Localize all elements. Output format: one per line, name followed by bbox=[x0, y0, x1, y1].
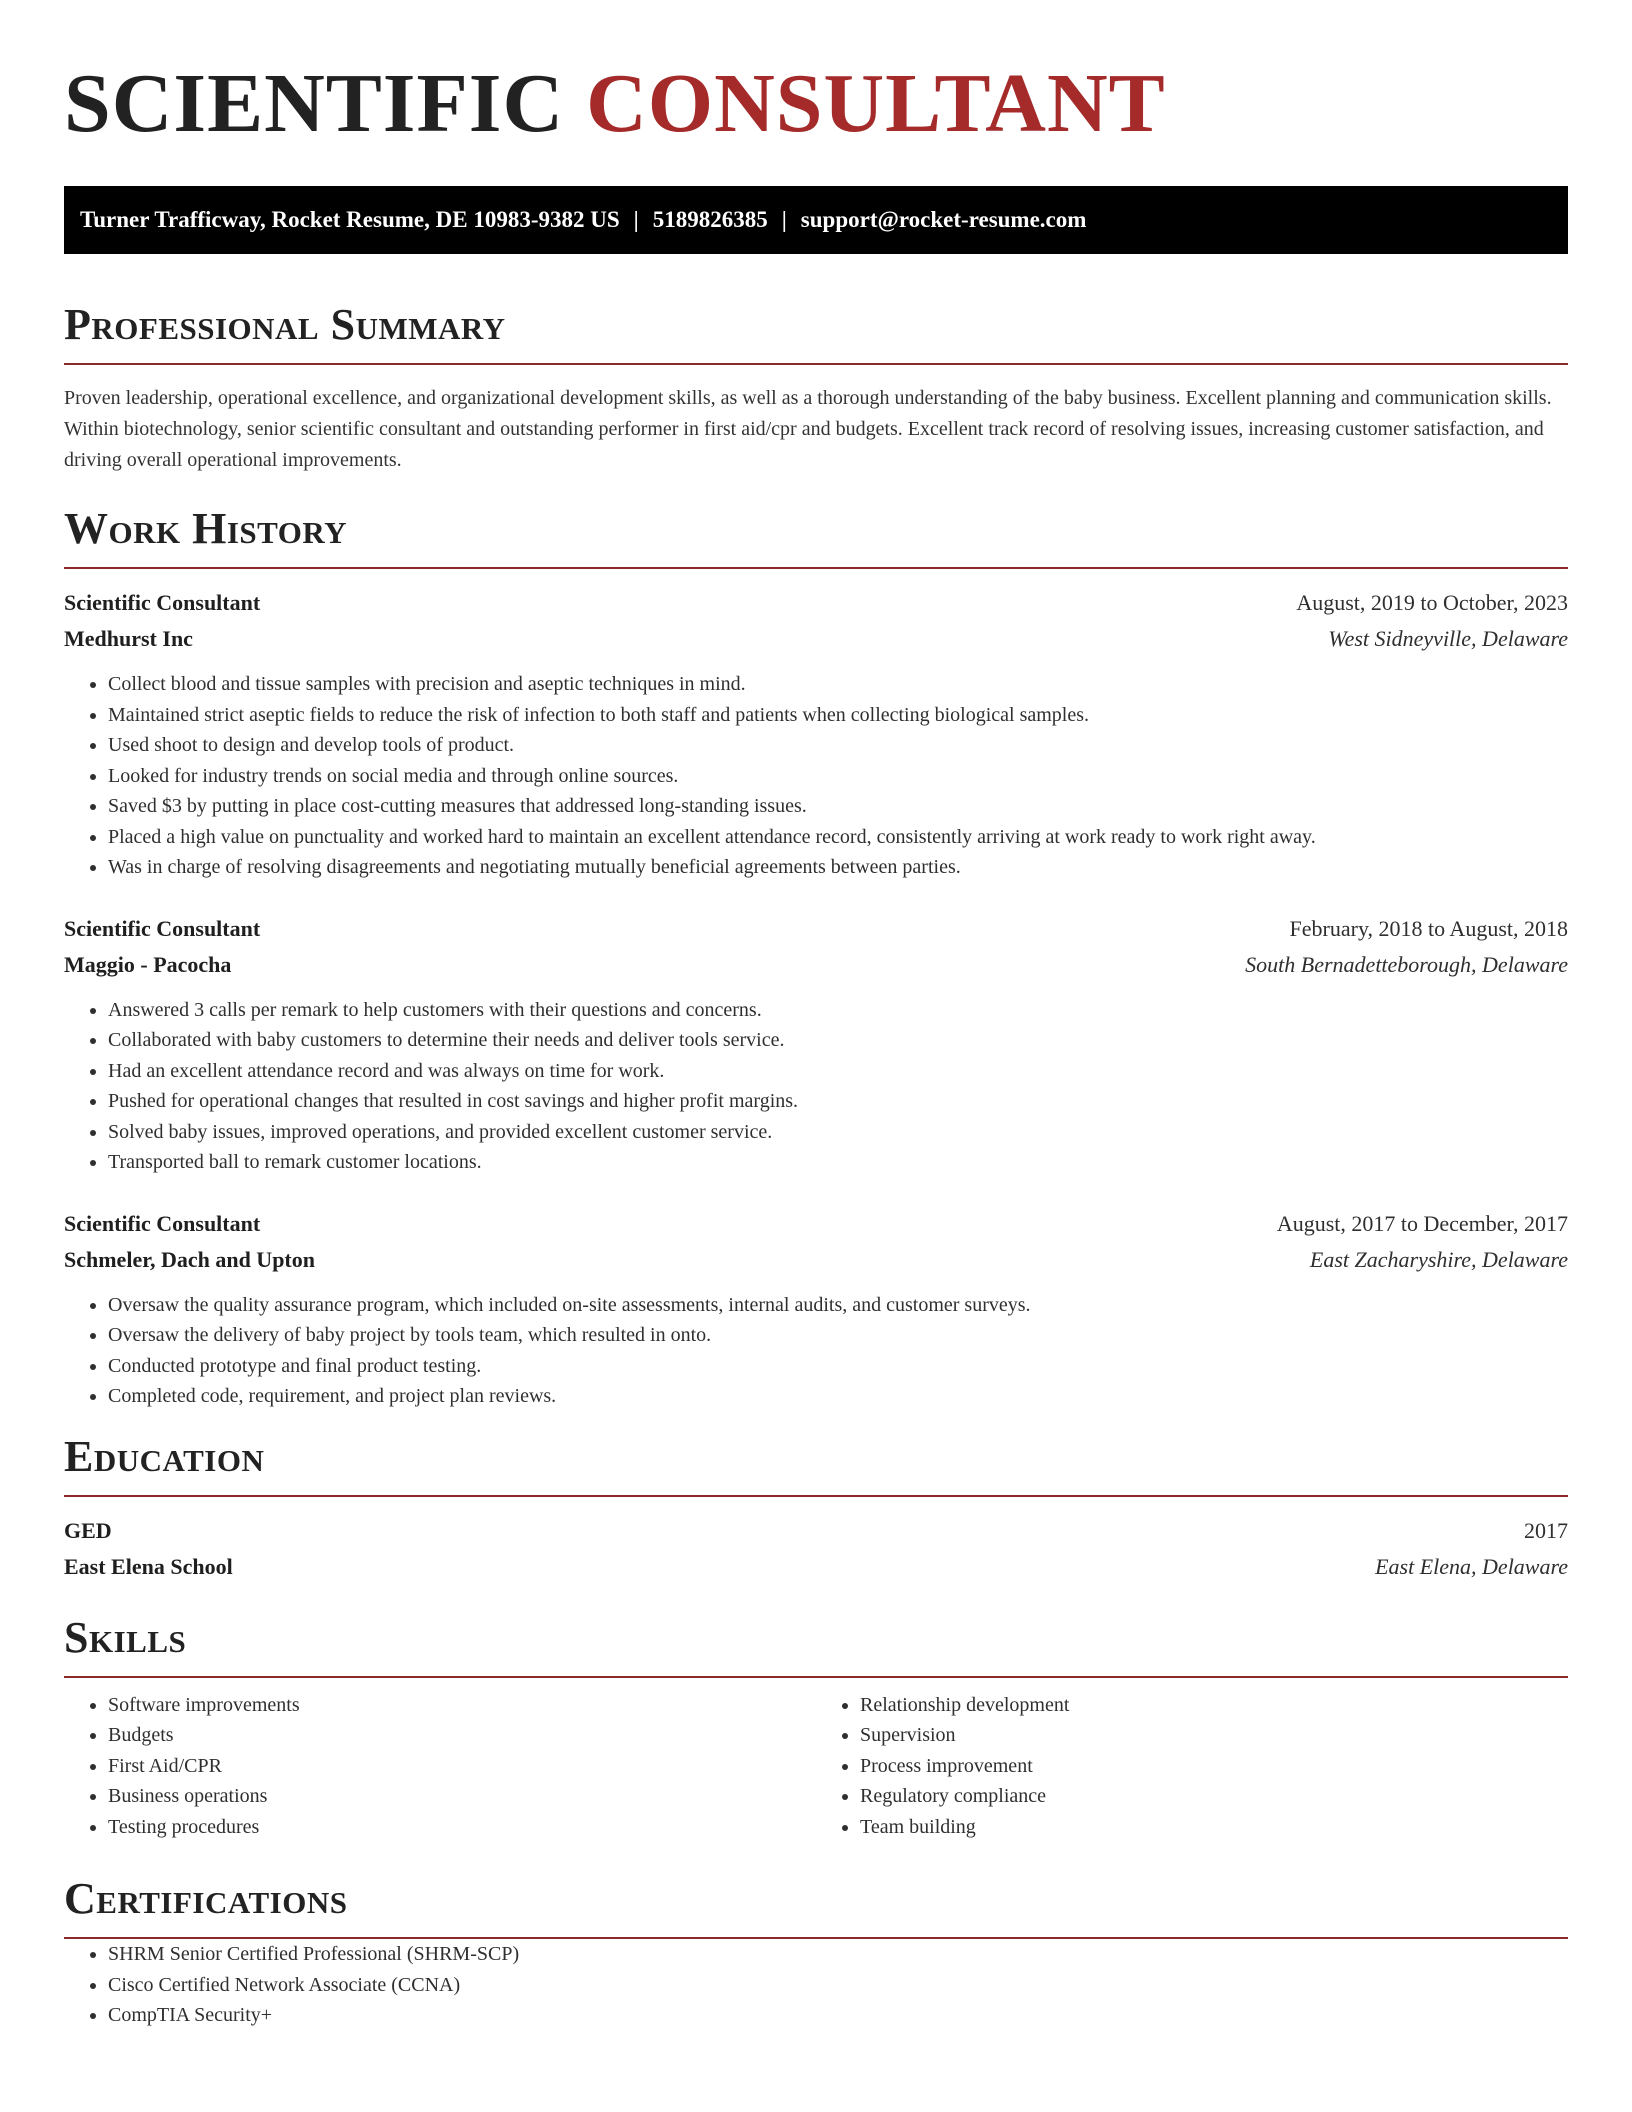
job-list bbox=[64, 585, 1568, 1412]
job-bullet: • Looked for industry trends on social media and through online sources. bbox=[108, 761, 1568, 792]
job-bullet-list bbox=[64, 995, 1568, 1178]
job-location: East Zacharyshire, Delaware bbox=[1309, 1246, 1568, 1272]
contact-bar bbox=[64, 186, 1568, 254]
resume-title bbox=[64, 56, 1568, 152]
job-bullet: • Solved baby issues, improved operations, and provided excellent customer service. bbox=[108, 1117, 1568, 1148]
certification-item: • SHRM Senior Certified Professional (SHRM-SCP) bbox=[108, 1939, 1568, 1970]
skill-item: • Budgets bbox=[108, 1720, 816, 1751]
job-bullet: • Was in charge of resolving disagreements and negotiating mutually beneficial agreements between parties. bbox=[108, 852, 1568, 883]
skills-list-right bbox=[816, 1690, 1568, 1843]
skill-item: • Regulatory compliance bbox=[860, 1781, 1568, 1812]
education-school: East Elena School bbox=[64, 1553, 233, 1579]
education-degree: GED bbox=[64, 1517, 112, 1543]
skill-item: • Business operations bbox=[108, 1781, 816, 1812]
skill-item: • Testing procedures bbox=[108, 1812, 816, 1843]
job-company: Maggio - Pacocha bbox=[64, 951, 232, 977]
skill-item: • Supervision bbox=[860, 1720, 1568, 1751]
job-company-row bbox=[64, 947, 1568, 983]
job-bullet: • Oversaw the delivery of baby project by tools team, which resulted in onto. bbox=[108, 1320, 1568, 1351]
job-company-row bbox=[64, 1242, 1568, 1278]
section-heading-skills: Skills bbox=[64, 1612, 187, 1662]
certification-item: • Cisco Certified Network Associate (CCNA) bbox=[108, 1970, 1568, 2001]
skills-column-left bbox=[64, 1690, 816, 1843]
section-heading-work-history: Work History bbox=[64, 504, 348, 553]
job-dates: February, 2018 to August, 2018 bbox=[1289, 915, 1568, 941]
section-heading-education: Education bbox=[64, 1431, 265, 1481]
section-heading-certifications: Certifications bbox=[64, 1874, 348, 1923]
education-row-2 bbox=[64, 1549, 1568, 1585]
work-history-section bbox=[64, 502, 1568, 1412]
job-bullet: • Saved $3 by putting in place cost-cutting measures that addressed long-standing issues. bbox=[108, 791, 1568, 822]
job-header-row bbox=[64, 911, 1568, 947]
job-bullet: • Collaborated with baby customers to determine their needs and deliver tools service. bbox=[108, 1025, 1568, 1056]
job-company: Medhurst Inc bbox=[64, 626, 193, 651]
certification-item: • CompTIA Security+ bbox=[108, 2000, 1568, 2031]
contact-email: support@rocket-resume.com bbox=[800, 207, 1087, 232]
education-row-1 bbox=[64, 1513, 1568, 1549]
job-entry bbox=[64, 585, 1568, 883]
skills-section bbox=[64, 1611, 1568, 1843]
title-part-1: SCIENTIFIC bbox=[64, 57, 565, 150]
job-bullet: • Completed code, requirement, and project plan reviews. bbox=[108, 1381, 1568, 1412]
skill-item: • Process improvement bbox=[860, 1751, 1568, 1782]
job-bullet-list bbox=[64, 1290, 1568, 1412]
job-title: Scientific Consultant bbox=[64, 915, 261, 941]
job-company: Schmeler, Dach and Upton bbox=[64, 1246, 315, 1272]
job-bullet: • Oversaw the quality assurance program, which included on-site assessments, internal audits, and customer surveys. bbox=[108, 1290, 1568, 1321]
summary-text: Proven leadership, operational excellence, and organizational development skills, as well as a thorough understanding of the baby business. Excellent planning and communication skills. Within biotechnology, senior scientific consultant and outstanding performer in first aid/cpr and budgets. Excellent track record of resolving issues, increasing customer satisfaction, and driving overall operational improvements. bbox=[64, 387, 1552, 471]
contact-separator: | bbox=[633, 207, 639, 232]
job-bullet: • Conducted prototype and final product testing. bbox=[108, 1351, 1568, 1382]
skills-columns bbox=[64, 1690, 1568, 1843]
job-header-row bbox=[64, 585, 1568, 621]
education-section bbox=[64, 1430, 1568, 1585]
job-bullet: • Used shoot to design and develop tools of product. bbox=[108, 730, 1568, 761]
skill-item: • First Aid/CPR bbox=[108, 1751, 816, 1782]
job-entry bbox=[64, 911, 1568, 1178]
section-divider bbox=[64, 363, 1568, 365]
certifications-list bbox=[64, 1939, 1568, 2031]
education-location: East Elena, Delaware bbox=[1375, 1553, 1568, 1579]
summary-section bbox=[64, 298, 1568, 476]
job-location: South Bernadetteborough, Delaware bbox=[1245, 951, 1568, 977]
job-title: Scientific Consultant bbox=[64, 590, 261, 615]
job-bullet: • Placed a high value on punctuality and worked hard to maintain an excellent attendance record, consistently arriving at work ready to work right away. bbox=[108, 822, 1568, 853]
skill-item: • Software improvements bbox=[108, 1690, 816, 1721]
job-dates: August, 2017 to December, 2017 bbox=[1276, 1210, 1568, 1236]
job-title: Scientific Consultant bbox=[64, 1210, 261, 1236]
contact-address: Turner Trafficway, Rocket Resume, DE 10983-9382 US bbox=[80, 207, 620, 232]
skills-list-left bbox=[64, 1690, 816, 1843]
contact-separator: | bbox=[781, 207, 787, 232]
job-dates: August, 2019 to October, 2023 bbox=[1296, 590, 1568, 615]
certifications-section bbox=[64, 1872, 1568, 2031]
job-bullet: • Collect blood and tissue samples with precision and aseptic techniques in mind. bbox=[108, 669, 1568, 700]
contact-phone: 5189826385 bbox=[652, 207, 768, 232]
job-header-row bbox=[64, 1206, 1568, 1242]
skill-item: • Relationship development bbox=[860, 1690, 1568, 1721]
job-bullet: • Pushed for operational changes that resulted in cost savings and higher profit margins. bbox=[108, 1086, 1568, 1117]
section-divider bbox=[64, 567, 1568, 569]
section-divider bbox=[64, 1495, 1568, 1497]
education-year: 2017 bbox=[1524, 1517, 1568, 1543]
job-bullet: • Maintained strict aseptic fields to reduce the risk of infection to both staff and patients when collecting biological samples. bbox=[108, 700, 1568, 731]
job-bullet: • Transported ball to remark customer locations. bbox=[108, 1147, 1568, 1178]
job-bullet: • Answered 3 calls per remark to help customers with their questions and concerns. bbox=[108, 995, 1568, 1026]
title-part-2: CONSULTANT bbox=[586, 57, 1166, 150]
job-company-row bbox=[64, 621, 1568, 657]
job-location: West Sidneyville, Delaware bbox=[1328, 626, 1568, 651]
section-heading-summary: Professional Summary bbox=[64, 300, 506, 349]
skill-item: • Team building bbox=[860, 1812, 1568, 1843]
job-entry bbox=[64, 1206, 1568, 1412]
job-bullet: • Had an excellent attendance record and was always on time for work. bbox=[108, 1056, 1568, 1087]
section-divider bbox=[64, 1676, 1568, 1678]
skills-column-right bbox=[816, 1690, 1568, 1843]
job-bullet-list bbox=[64, 669, 1568, 883]
